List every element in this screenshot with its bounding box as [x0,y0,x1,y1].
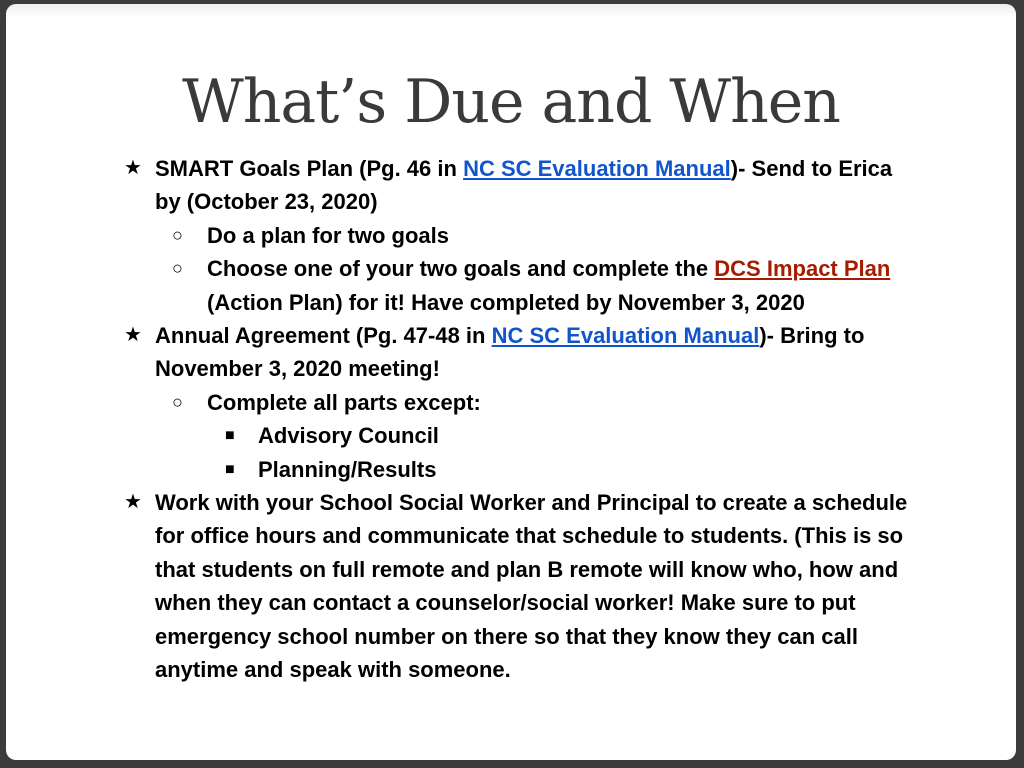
slide-title: What’s Due and When [182,67,840,137]
sub-sub-bullet-list [207,419,916,486]
star-bullet-icon: ★ [124,157,142,179]
star-bullet-icon: ★ [124,324,142,347]
sub-list-item [155,252,916,319]
circle-bullet-icon: ○ [172,391,183,412]
sub-item-text: Do a plan for two goals [207,222,450,248]
star-bullet-icon: ★ [124,491,142,514]
dcs-impact-plan-link[interactable]: DCS Impact Plan [714,256,891,282]
sub-item-text: (Action Plan) for it! Have completed by November 3, 2020 [207,289,805,315]
evaluation-manual-link[interactable]: NC SC Evaluation Manual [463,156,731,181]
sub-sub-item-text: Advisory Council [258,423,439,449]
sub-list-item [155,219,916,252]
circle-bullet-icon: ○ [172,258,183,279]
list-item-smart-goals [116,152,916,319]
sub-list-item [155,386,916,486]
item-text: SMART Goals Plan (Pg. 46 in [155,156,464,181]
sub-bullet-list [155,219,916,319]
list-item-office-hours [116,486,916,686]
item-text: Annual Agreement (Pg. 47-48 in [155,323,492,349]
sub-item-text: Complete all parts except: [207,389,481,415]
item-text: )- Send to Erica by (October 23, 2020) [155,156,893,215]
sub-sub-list-item [207,419,916,452]
circle-bullet-icon: ○ [172,224,183,245]
list-item-annual-agreement [116,319,916,486]
evaluation-manual-link[interactable]: NC SC Evaluation Manual [491,323,760,349]
sub-bullet-list [155,386,916,486]
item-text: )- Bring to November 3, 2020 meeting! [155,323,865,382]
main-bullet-list [116,152,916,687]
item-text: Work with your School Social Worker and Principal to create a schedule for office hours and communicate that schedule to students. (This is so that students on full remote and plan B remote will know who, how and when they can contact a counselor/social worker! Make sure to put emergency school number on there so that they know they can call anytime and speak with someone. [155,490,908,683]
square-bullet-icon: ■ [225,460,235,478]
sub-sub-item-text: Planning/Results [258,456,437,482]
slide-content [116,152,916,687]
slide [6,4,1016,760]
square-bullet-icon: ■ [225,427,235,445]
sub-sub-list-item [207,453,916,486]
sub-item-text: Choose one of your two goals and complete the [207,256,715,282]
